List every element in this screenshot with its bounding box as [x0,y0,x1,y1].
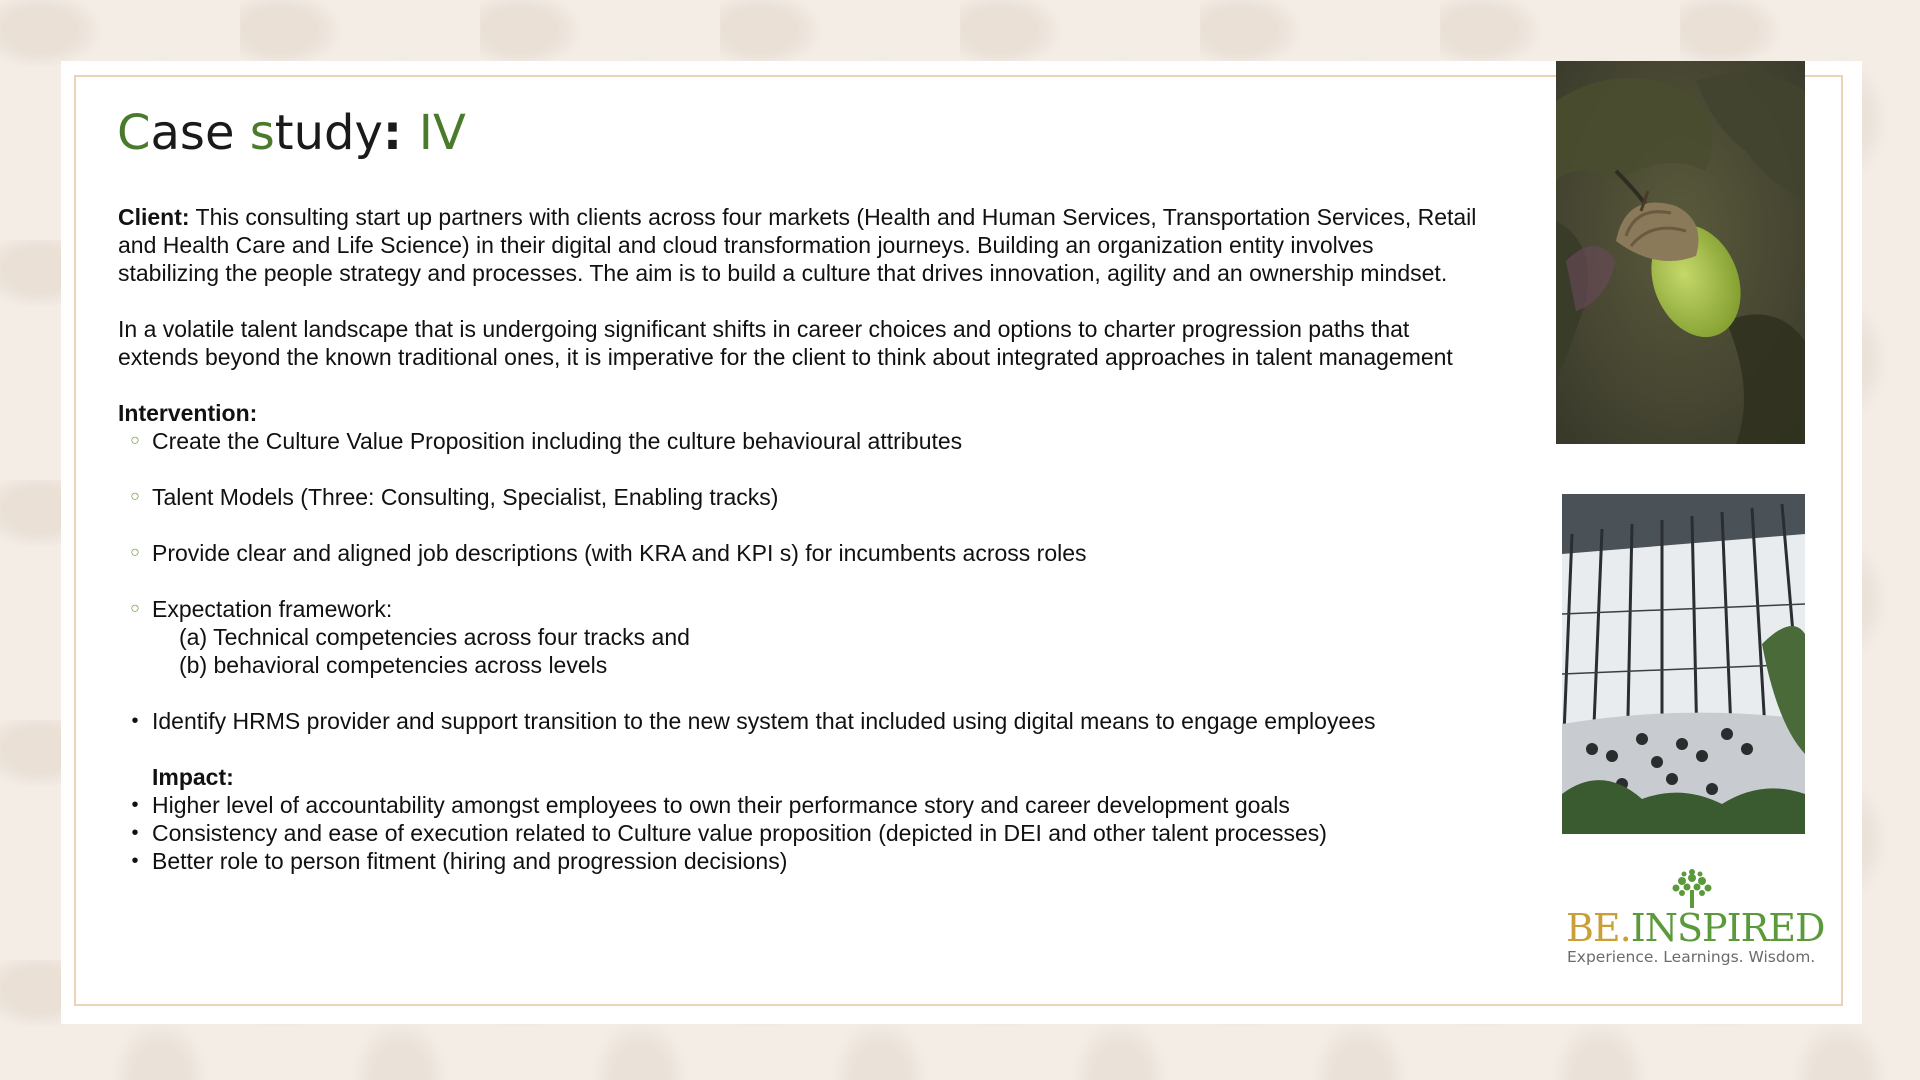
bullet-icon: • [131,850,139,872]
title-ase: ase [150,105,250,161]
list-item [118,483,1478,511]
acorn-photo [1556,61,1805,444]
list-item-text: Identify HRMS provider and support transition to the new system that included using digital means to engage employees [152,708,1376,734]
list-item [118,707,1478,735]
list-item-text: Talent Models (Three: Consulting, Specialist, Enabling tracks) [152,484,779,510]
beinspired-logo [1562,868,1825,968]
list-item-text: Expectation framework: [152,596,393,622]
office-atrium-photo [1562,494,1805,834]
title-colon: : [382,105,419,161]
list-item-text: Provide clear and aligned job descriptions (with KRA and KPI s) for incumbents across roles [152,540,1087,566]
list-item [118,847,1478,875]
bullet-icon: • [131,794,139,816]
page-title [117,98,466,168]
title-numeral: IV [418,105,466,161]
list-item [118,819,1478,847]
list-item [118,427,1478,455]
impact-heading: Impact: [152,764,234,790]
hollow-bullet-icon: ○ [130,544,140,561]
sub-item: (a) Technical competencies across four tracks and [179,624,690,650]
client-label: Client: [118,204,190,230]
hollow-bullet-icon: ○ [130,432,140,449]
tree-logo-icon [1662,868,1722,908]
title-tudy: tudy [274,105,383,161]
list-item [118,595,1478,623]
content-body [118,203,1478,875]
client-paragraph [118,203,1478,287]
list-item-text: Better role to person fitment (hiring and progression decisions) [152,848,788,874]
list-item-text: Create the Culture Value Proposition including the culture behavioural attributes [152,428,963,454]
logo-wordmark: BE.INSPIRED [1566,906,1825,950]
intervention-heading: Intervention: [118,400,258,426]
hollow-bullet-icon: ○ [130,600,140,617]
bullet-icon: • [131,822,139,844]
hollow-bullet-icon: ○ [130,488,140,505]
title-c: C [117,105,151,161]
list-item [118,539,1478,567]
logo-tagline: Experience. Learnings. Wisdom. [1567,948,1816,966]
list-item-text: Higher level of accountability amongst employees to own their performance story and career development goals [152,792,1290,818]
sub-item: (b) behavioral competencies across levels [179,652,608,678]
list-item-text: Consistency and ease of execution related to Culture value proposition (depicted in DEI and other talent processes) [152,820,1327,846]
list-item [118,791,1478,819]
title-s: s [249,105,275,161]
client-text: This consulting start up partners with clients across four markets (Health and Human Services, Transportation Services, Retail and Health Care and Life Science) in their digital and cloud transformation journeys. Building an organization entity involves stabilizing the people strategy and processes. The aim is to build a culture that drives innovation, agility and an ownership mindset. [118,204,1477,286]
landscape-paragraph: In a volatile talent landscape that is undergoing significant shifts in career choices and options to charter progression paths that extends beyond the known traditional ones, it is imperative for the client to think about integrated approaches in talent management [118,316,1453,370]
bullet-icon: • [131,710,139,732]
